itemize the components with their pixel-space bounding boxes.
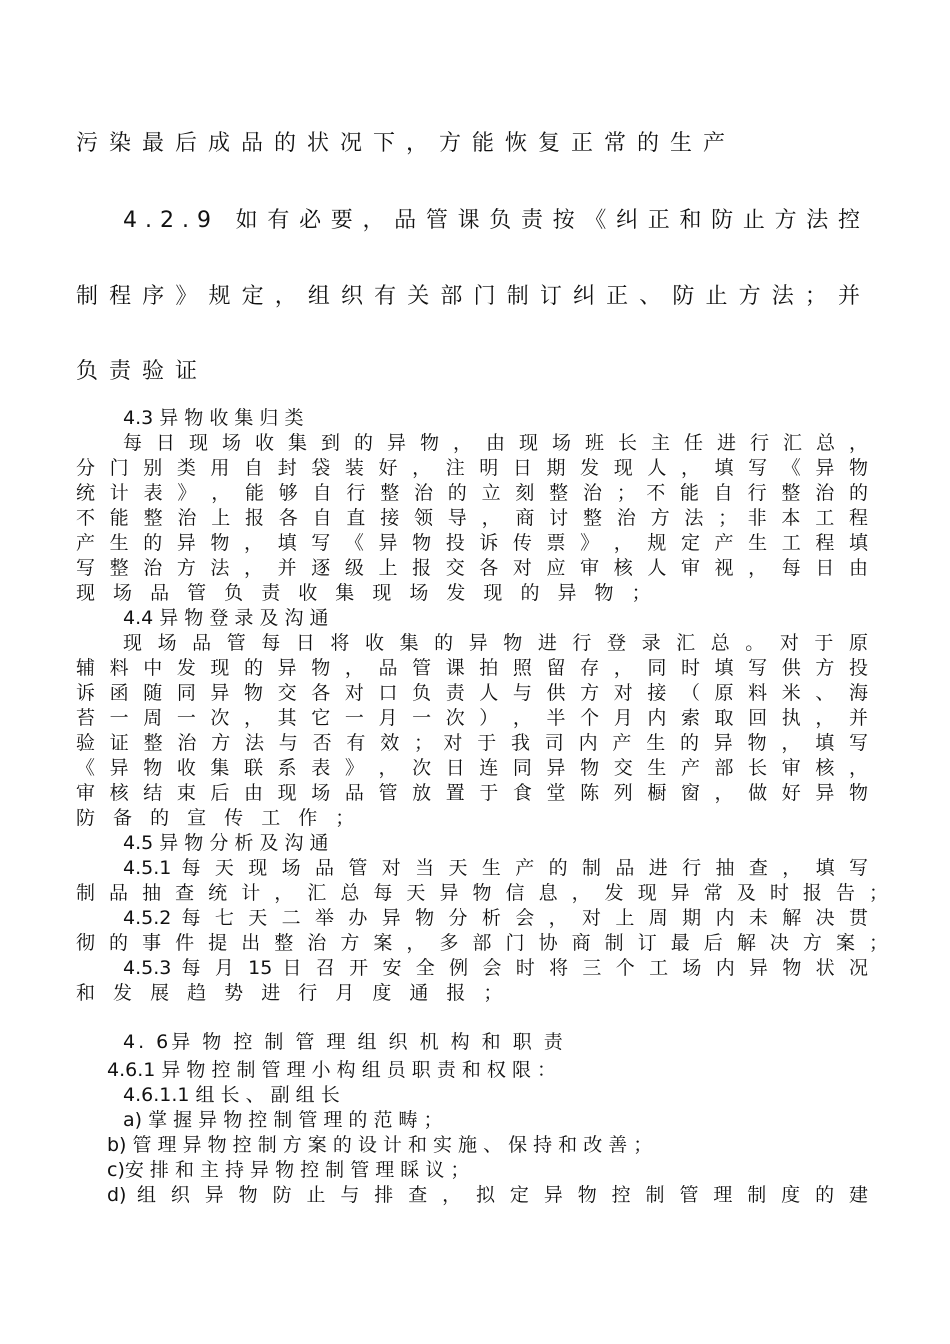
paragraph-line: 《 异 物 收 集 联 系 表 》 ， 次 日 连 同 异 物 交 生 产 部 长 审 核 ， xyxy=(76,757,868,779)
section-heading-4-4: 4.4 异 物 登 录 及 沟 通 xyxy=(123,607,329,629)
paragraph-line: 每 日 现 场 收 集 到 的 异 物 ， 由 现 场 班 长 主 任 进 行 汇 总 ， xyxy=(123,432,868,454)
paragraph-line: 验 证 整 治 方 法 与 否 有 效 ； 对 于 我 司 内 产 生 的 异 物 ， 填 写 xyxy=(76,732,868,754)
list-item: c)安 排 和 主 持 异 物 控 制 管 理 睬 议 ； xyxy=(107,1159,470,1181)
section-heading-4-5: 4.5 异 物 分 析 及 沟 通 xyxy=(123,832,329,854)
paragraph-line: 制 品 抽 查 统 计 ， 汇 总 每 天 异 物 信 息 ， 发 现 异 常 及 时 报 告 ； xyxy=(76,882,888,904)
paragraph-line: 4.5.2 每 七 天 二 举 办 异 物 分 析 会 ， 对 上 周 期 内 未 解 决 贯 xyxy=(123,907,868,929)
list-item: a) 掌 握 异 物 控 制 管 理 的 范 畴 ； xyxy=(123,1109,443,1131)
list-item: b) 管 理 异 物 控 制 方 案 的 设 计 和 实 施 、 保 持 和 改 善 ； xyxy=(107,1134,653,1156)
paragraph-line: 现 场 品 管 负 责 收 集 现 场 发 现 的 异 物 ； xyxy=(76,582,657,604)
subsection-heading-4-6-1: 4.6.1 异 物 控 制 管 理 小 构 组 员 职 责 和 权 限 ： xyxy=(107,1059,556,1081)
paragraph-line: 污染最后成品的状况下，方能恢复正常的生产 xyxy=(76,131,737,156)
paragraph-line: 写 整 治 方 法 ， 并 逐 级 上 报 交 各 对 应 审 核 人 审 视 ， 每 日 由 xyxy=(76,557,868,579)
list-item: d) 组 织 异 物 防 止 与 排 查 ， 拟 定 异 物 控 制 管 理 制 度 的 建 xyxy=(107,1184,868,1206)
paragraph-line: 不 能 整 治 上 报 各 自 直 接 领 导 ， 商 讨 整 治 方 法 ； 非 本 工 程 xyxy=(76,507,868,529)
paragraph-line: 产 生 的 异 物 ， 填 写 《 异 物 投 诉 传 票 》 ， 规 定 产 生 工 程 填 xyxy=(76,532,868,554)
paragraph-line: 4.5.3 每 月 15 日 召 开 安 全 例 会 时 将 三 个 工 场 内 异 物 状 况 xyxy=(123,957,868,979)
paragraph-line: 4.5.1 每 天 现 场 品 管 对 当 天 生 产 的 制 品 进 行 抽 查 ， 填 写 xyxy=(123,857,868,879)
paragraph-line: 现 场 品 管 每 日 将 收 集 的 异 物 进 行 登 录 汇 总 。 对 于 原 xyxy=(123,632,868,654)
paragraph-line: 统 计 表 》 ， 能 够 自 行 整 治 的 立 刻 整 治 ； 不 能 自 行 整 治 的 xyxy=(76,482,868,504)
paragraph-line: 防 备 的 宣 传 工 作 ； xyxy=(76,807,361,829)
paragraph-line: 和 发 展 趋 势 进 行 月 度 通 报 ； xyxy=(76,982,509,1004)
paragraph-line: 4.2.9 如有必要，品管课负责按《纠正和防止方法控 xyxy=(123,208,868,233)
section-heading-4-6: 4. 6异 物 控 制 管 理 组 织 机 构 和 职 责 xyxy=(123,1031,566,1053)
section-heading-4-3: 4.3 异 物 收 集 归 类 xyxy=(123,407,304,429)
paragraph-line: 负责验证 xyxy=(76,359,209,384)
subsection-heading-4-6-1-1: 4.6.1.1 组 长 、 副 组 长 xyxy=(123,1084,340,1106)
paragraph-line: 制程序》规定，组织有关部门制订纠正、防止方法；并 xyxy=(76,284,868,309)
paragraph-line: 彻 的 事 件 提 出 整 治 方 案 ， 多 部 门 协 商 制 订 最 后 解 决 方 案 ； xyxy=(76,932,888,954)
paragraph-line: 分 门 别 类 用 自 封 袋 装 好 ， 注 明 日 期 发 现 人 ， 填 写 《 异 物 xyxy=(76,457,868,479)
paragraph-line: 审 核 结 束 后 由 现 场 品 管 放 置 于 食 堂 陈 列 橱 窗 ， 做 好 异 物 xyxy=(76,782,868,804)
paragraph-line: 辅 料 中 发 现 的 异 物 ， 品 管 课 拍 照 留 存 ， 同 时 填 写 供 方 投 xyxy=(76,657,868,679)
paragraph-line: 诉 函 随 同 异 物 交 各 对 口 负 责 人 与 供 方 对 接 （ 原 料 米 、 海 xyxy=(76,682,868,704)
paragraph-line: 苔 一 周 一 次 ， 其 它 一 月 一 次 ） ， 半 个 月 内 索 取 回 执 ， 并 xyxy=(76,707,868,729)
